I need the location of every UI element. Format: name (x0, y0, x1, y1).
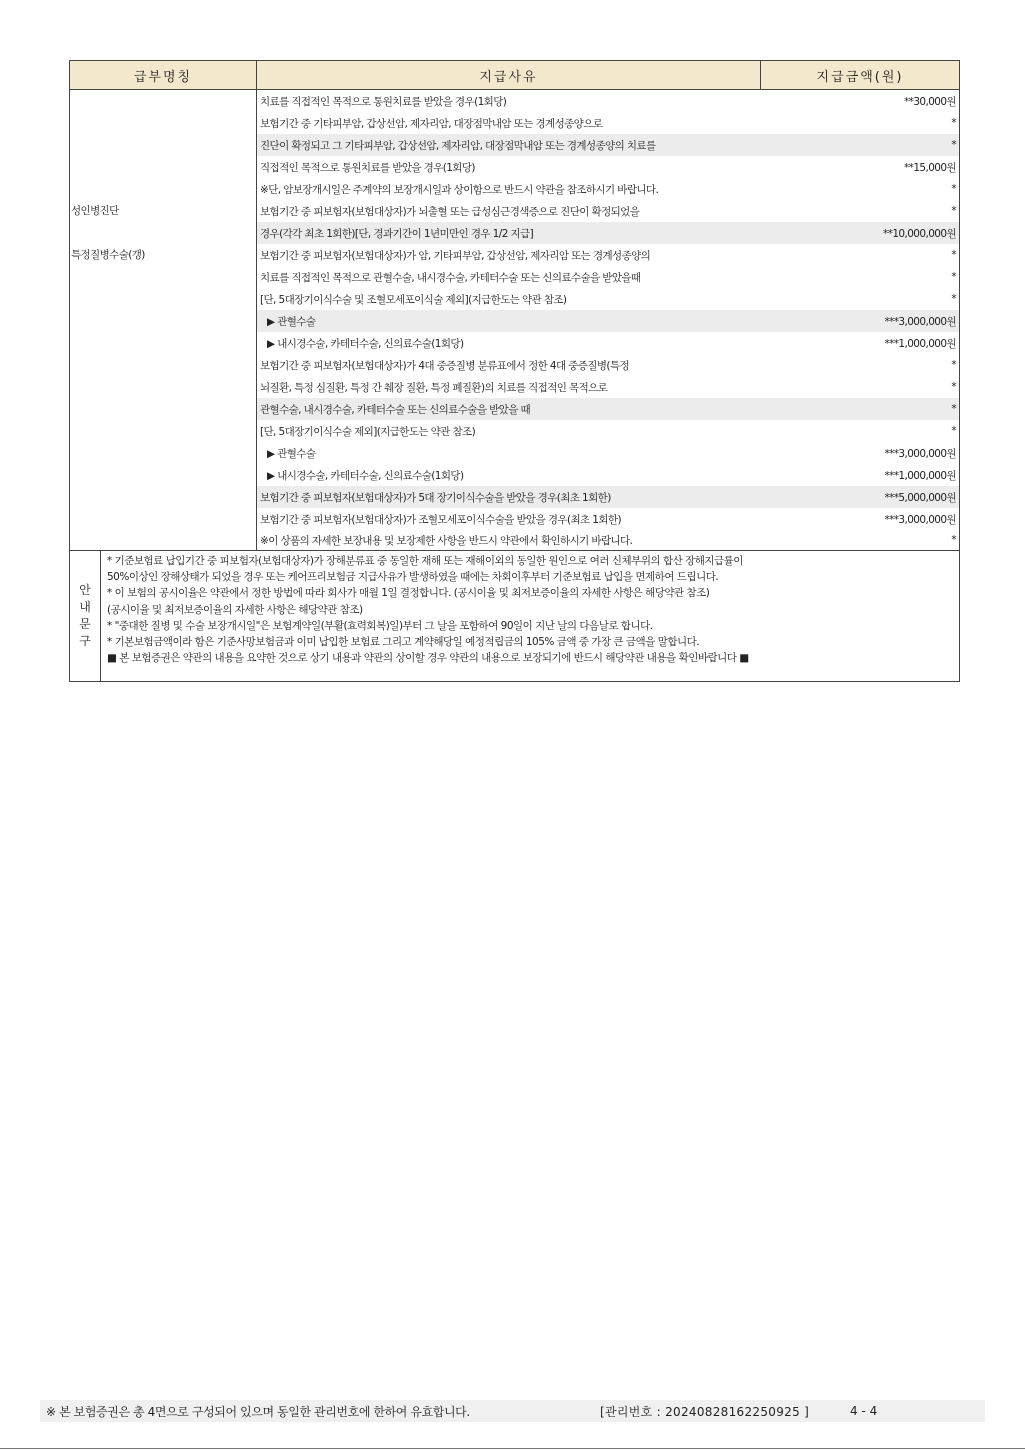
table-row (257, 332, 959, 354)
row-reason: ▶ 관혈수술 (267, 447, 316, 460)
table-header (70, 61, 959, 90)
benefit-name-column (70, 90, 257, 550)
row-amount: ***1,000,000원 (884, 469, 956, 482)
row-reason: [단, 5대장기이식수술 제외](지급한도는 약관 참조) (260, 425, 476, 438)
row-amount: * (951, 249, 956, 261)
notice-body (101, 551, 959, 681)
table-row (257, 464, 959, 486)
table-row (257, 376, 959, 398)
row-amount: ***3,000,000원 (884, 315, 956, 328)
row-reason: ▶ 관혈수술 (267, 315, 316, 328)
page-footer (40, 1400, 985, 1422)
row-reason: 보험기간 중 기타피부암, 갑상선암, 제자리암, 대장점막내암 또는 경계성종양으로 (260, 117, 603, 130)
benefit-table (69, 60, 960, 682)
table-row (257, 134, 959, 156)
table-row (257, 178, 959, 200)
table-row (257, 200, 959, 222)
notice-line: (공시이율 및 최저보증이율의 자세한 사항은 해당약관 참조) (107, 603, 363, 616)
notice-line: ■ 본 보험증권은 약관의 내용을 요약한 것으로 상기 내용과 약관의 상이할 경우 약관의 내용으로 보장되기에 반드시 해당약관 내용을 확인바랍니다 ■ (107, 652, 749, 665)
row-amount: * (951, 205, 956, 217)
row-reason: 보험기간 중 피보험자(보험대상자)가 암, 기타피부암, 갑상선암, 제자리암 또는 경계성종양의 (260, 249, 651, 262)
table-row (257, 288, 959, 310)
row-reason: 치료를 직접적인 목적으로 관혈수술, 내시경수술, 카테터수술 또는 신의료수술을 받았을때 (260, 271, 641, 284)
row-amount: ***3,000,000원 (884, 447, 956, 460)
footer-management-number: [관리번호 : 20240828162250925 ] (600, 1404, 810, 1419)
notice-line: * 기준보험료 납입기간 중 피보험자(보험대상자)가 장해분류표 중 동일한 재해 또는 재해이외의 동일한 원인으로 여러 신체부위의 합산 장해지급률이 (107, 555, 743, 567)
notice-side-char: 문 (79, 617, 91, 631)
table-row (257, 398, 959, 420)
row-amount: * (951, 359, 956, 371)
table-row (257, 442, 959, 464)
notice-line: 50%이상인 장해상태가 되었을 경우 또는 케어프리보험금 지급사유가 발생하였을 때에는 차회이후부터 기준보험료 납입을 면제하여 드립니다. (107, 571, 719, 584)
row-reason: ※이 상품의 자세한 보장내용 및 보장제한 사항을 반드시 약관에서 확인하시기 바랍니다. (260, 534, 633, 547)
table-body (70, 90, 959, 550)
table-row (257, 420, 959, 442)
notice-side-char: 내 (79, 600, 91, 614)
notice-section (70, 550, 959, 681)
notice-side-char: 안 (79, 583, 91, 597)
row-amount: * (951, 117, 956, 129)
row-amount: * (951, 381, 956, 393)
row-reason: 관혈수술, 내시경수술, 카테터수술 또는 신의료수술을 받았을 때 (260, 403, 531, 416)
table-row (257, 354, 959, 376)
row-amount: * (951, 139, 956, 151)
row-reason: ▶ 내시경수술, 카테터수술, 신의료수술(1회당) (267, 469, 464, 482)
table-row (257, 530, 959, 550)
table-row (257, 244, 959, 266)
row-amount: **15,000원 (904, 161, 956, 174)
row-amount: * (951, 403, 956, 415)
row-reason: 직접적인 목적으로 통원치료를 받았을 경우(1회당) (260, 161, 475, 174)
table-row (257, 310, 959, 332)
notice-line: * "중대한 질병 및 수술 보장개시일"은 보험계약일(부활(효력회복)일)부터 그 날을 포함하여 90일이 지난 날의 다음날로 합니다. (107, 619, 653, 632)
footer-validity-note: ※ 본 보험증권은 총 4면으로 구성되어 있으며 동일한 관리번호에 한하여 유효합니다. (46, 1404, 470, 1419)
benefit-name-adult-disease-diagnosis: 성인병진단 (71, 205, 119, 217)
row-reason: [단, 5대장기이식수술 및 조혈모세포이식술 제외](지급한도는 약관 참조) (260, 293, 567, 306)
row-amount: ***1,000,000원 (884, 337, 956, 350)
table-row (257, 486, 959, 508)
row-reason: ※단, 암보장개시일은 주계약의 보장개시일과 상이함으로 반드시 약관을 참조하시기 바랍니다. (260, 183, 659, 196)
row-amount: **10,000,000원 (883, 227, 956, 240)
row-reason: 진단이 확정되고 그 기타피부암, 갑상선암, 제자리암, 대장점막내암 또는 경계성종양의 치료를 (260, 139, 656, 152)
row-amount: * (951, 293, 956, 305)
row-reason: 치료를 직접적인 목적으로 통원치료를 받았을 경우(1회당) (260, 95, 507, 108)
row-reason: 보험기간 중 피보험자(보험대상자)가 4대 중증질병 분류표에서 정한 4대 중증질병(특정 (260, 359, 630, 372)
row-amount: ***5,000,000원 (884, 491, 956, 504)
notice-side-char: 구 (79, 634, 91, 648)
row-reason: 경우(각각 최초 1회한)[단, 경과기간이 1년미만인 경우 1/2 지급] (260, 227, 534, 240)
row-reason: 보험기간 중 피보험자(보험대상자)가 조혈모세포이식수술을 받았을 경우(최초 1회한) (260, 513, 621, 526)
row-amount: * (951, 534, 956, 546)
footer-page-number: 4 - 4 (850, 1404, 878, 1418)
header-payment-reason: 지급사유 (257, 61, 761, 89)
row-reason: 뇌질환, 특정 심질환, 특정 간 췌장 질환, 특정 폐질환)의 치료를 직접적인 목적으로 (260, 381, 608, 394)
notice-side-label (70, 551, 101, 681)
table-row (257, 156, 959, 178)
table-row (257, 266, 959, 288)
row-amount: **30,000원 (904, 95, 956, 108)
header-benefit-name: 급부명칭 (70, 61, 257, 89)
benefit-name-specific-disease-surgery: 특정질병수술(갱) (71, 249, 145, 261)
row-reason: ▶ 내시경수술, 카테터수술, 신의료수술(1회당) (267, 337, 464, 350)
notice-line: * 기본보험금액이라 함은 기준사망보험금과 이미 납입한 보험료 그리고 계약해당일 예정적립금의 105% 금액 중 가장 큰 금액을 말합니다. (107, 636, 700, 649)
header-payment-amount: 지급금액(원) (816, 69, 904, 85)
table-row (257, 508, 959, 530)
row-amount: * (951, 425, 956, 437)
table-row (257, 222, 959, 244)
row-amount: * (951, 183, 956, 195)
table-row (257, 112, 959, 134)
notice-line: * 이 보험의 공시이율은 약관에서 정한 방법에 따라 회사가 매월 1일 결정합니다. (공시이율 및 최저보증이율의 자세한 사항은 해당약관 참조) (107, 587, 710, 600)
row-reason: 보험기간 중 피보험자(보험대상자)가 5대 장기이식수술을 받았을 경우(최초 1회한) (260, 491, 611, 504)
row-amount: ***3,000,000원 (884, 513, 956, 526)
row-amount: * (951, 271, 956, 283)
table-row (257, 90, 959, 112)
row-reason: 보험기간 중 피보험자(보험대상자)가 뇌출혈 또는 급성심근경색증으로 진단이 확정되었을 (260, 205, 640, 218)
bottom-divider (0, 1448, 1025, 1449)
